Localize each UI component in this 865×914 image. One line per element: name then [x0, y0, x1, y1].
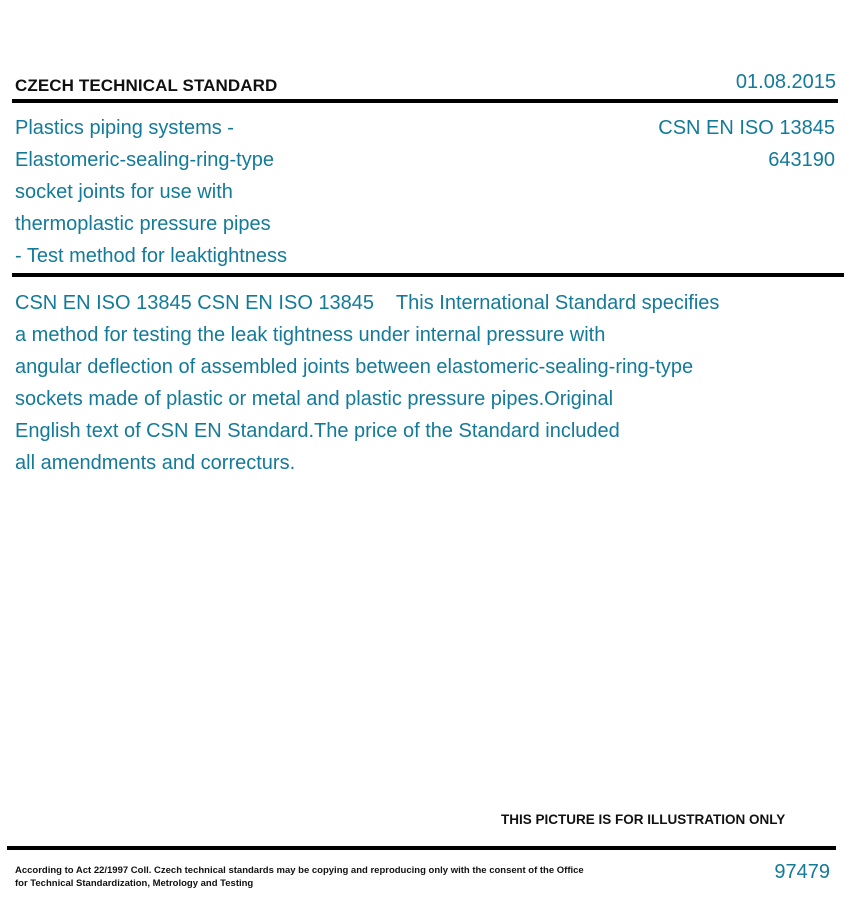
description-line: a method for testing the leak tightness under internal pressure with [15, 324, 606, 346]
standard-title-line: - Test method for leaktightness [15, 245, 287, 267]
footer-divider [7, 846, 836, 850]
header-divider [12, 99, 838, 103]
legal-notice-line: for Technical Standardization, Metrology and Testing [15, 878, 254, 889]
document-heading: CZECH TECHNICAL STANDARD [15, 76, 278, 95]
description-line: angular deflection of assembled joints between elastomeric-sealing-ring-type [15, 356, 694, 378]
illustration-note: THIS PICTURE IS FOR ILLUSTRATION ONLY [501, 812, 786, 827]
standard-title-line: Plastics piping systems - [15, 117, 234, 139]
catalog-number: 643190 [768, 149, 835, 171]
product-code: 97479 [774, 861, 830, 883]
standard-title [15, 112, 355, 272]
standard-title-line: socket joints for use with [15, 181, 233, 203]
description-line: all amendments and correcturs. [15, 452, 296, 474]
title-divider [12, 273, 844, 277]
legal-notice-line: According to Act 22/1997 Coll. Czech technical standards may be copying and reproducing only with the consent of the Office [15, 865, 584, 876]
description-line: sockets made of plastic or metal and plastic pressure pipes.Original [15, 388, 614, 410]
description-line: English text of CSN EN Standard.The price of the Standard included [15, 420, 620, 442]
standard-description [15, 287, 785, 479]
standard-title-line: Elastomeric-sealing-ring-type [15, 149, 274, 171]
publication-date: 01.08.2015 [735, 71, 836, 93]
standard-title-line: thermoplastic pressure pipes [15, 213, 271, 235]
standard-designation: CSN EN ISO 13845 [658, 117, 835, 139]
description-line: CSN EN ISO 13845 CSN EN ISO 13845 This International Standard specifies [15, 292, 720, 314]
standard-reference [658, 112, 835, 176]
legal-notice [15, 864, 585, 890]
